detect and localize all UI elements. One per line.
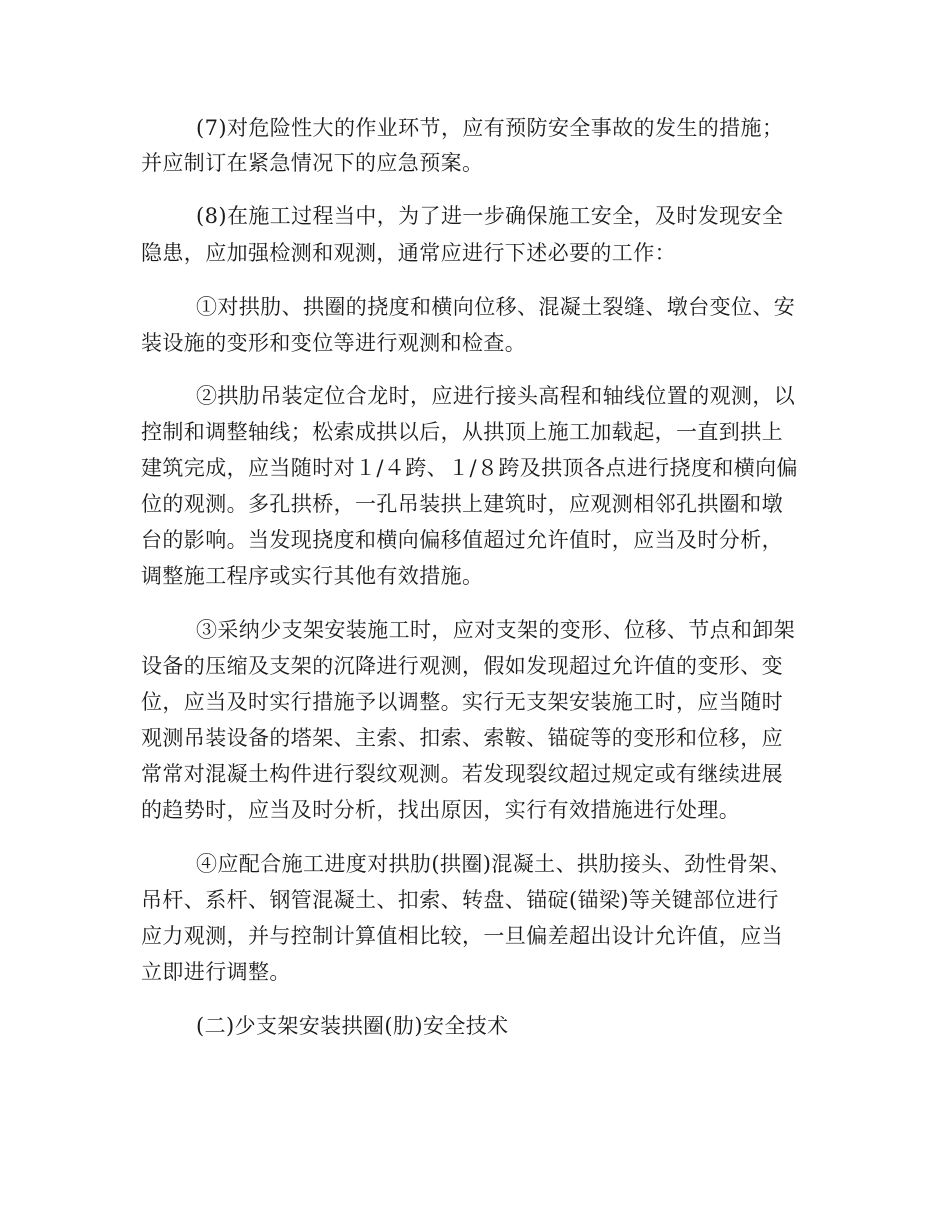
text-line: ②拱肋吊装定位合龙时，应进行接头高程和轴线位置的观测，以 bbox=[196, 384, 796, 408]
text-line: 建筑完成，应当随时对１/４跨、１/８跨及拱顶各点进行挠度和横向偏 bbox=[141, 456, 798, 480]
text-line: 常常对混凝土构件进行裂纹观测。若发现裂纹超过规定或有继续进展 bbox=[141, 762, 783, 786]
text-line: 位的观测。多孔拱桥，一孔吊装拱上建筑时，应观测相邻孔拱圈和墩 bbox=[141, 492, 783, 516]
text-line: (8)在施工过程当中，为了进一步确保施工安全，及时发现安全 bbox=[196, 204, 784, 228]
text-line: 并应制订在紧急情况下的应急预案。 bbox=[141, 151, 484, 175]
text-line: 调整施工程序或实行其他有效措施。 bbox=[141, 564, 484, 588]
text-line: 设备的压缩及支架的沉降进行观测，假如发现超过允许值的变形、变 bbox=[141, 654, 783, 678]
section-heading: (二)少支架安装拱圈(肋)安全技术 bbox=[196, 1014, 509, 1038]
text-line: 装设施的变形和变位等进行观测和检查。 bbox=[141, 331, 527, 355]
text-line: 隐患，应加强检测和观测，通常应进行下述必要的工作： bbox=[141, 241, 676, 265]
text-line: ①对拱肋、拱圈的挠度和横向位移、混凝土裂缝、墩台变位、安 bbox=[196, 295, 796, 319]
text-line: 的趋势时，应当及时分析，找出原因，实行有效措施进行处理。 bbox=[141, 798, 741, 822]
text-line: 应力观测，并与控制计算值相比较，一旦偏差超出设计允许值，应当 bbox=[141, 924, 783, 948]
text-line: (7)对危险性大的作业环节，应有预防安全事故的发生的措施； bbox=[196, 116, 784, 140]
text-line: 吊杆、系杆、钢管混凝土、扣索、转盘、锚碇(锚梁)等关键部位进行 bbox=[141, 888, 779, 912]
text-line: 观测吊装设备的塔架、主索、扣索、索鞍、锚碇等的变形和位移，应 bbox=[141, 726, 783, 750]
text-line: 控制和调整轴线；松索成拱以后，从拱顶上施工加载起，一直到拱上 bbox=[141, 420, 783, 444]
text-line: ④应配合施工进度对拱肋(拱圈)混凝土、拱肋接头、劲性骨架、 bbox=[196, 852, 791, 876]
text-line: 台的影响。当发现挠度和横向偏移值超过允许值时，应当及时分析， bbox=[141, 528, 783, 552]
text-line: ③采纳少支架安装施工时，应对支架的变形、位移、节点和卸架 bbox=[196, 618, 796, 642]
text-line: 立即进行调整。 bbox=[141, 960, 291, 984]
text-line: 位，应当及时实行措施予以调整。实行无支架安装施工时，应当随时 bbox=[141, 690, 783, 714]
